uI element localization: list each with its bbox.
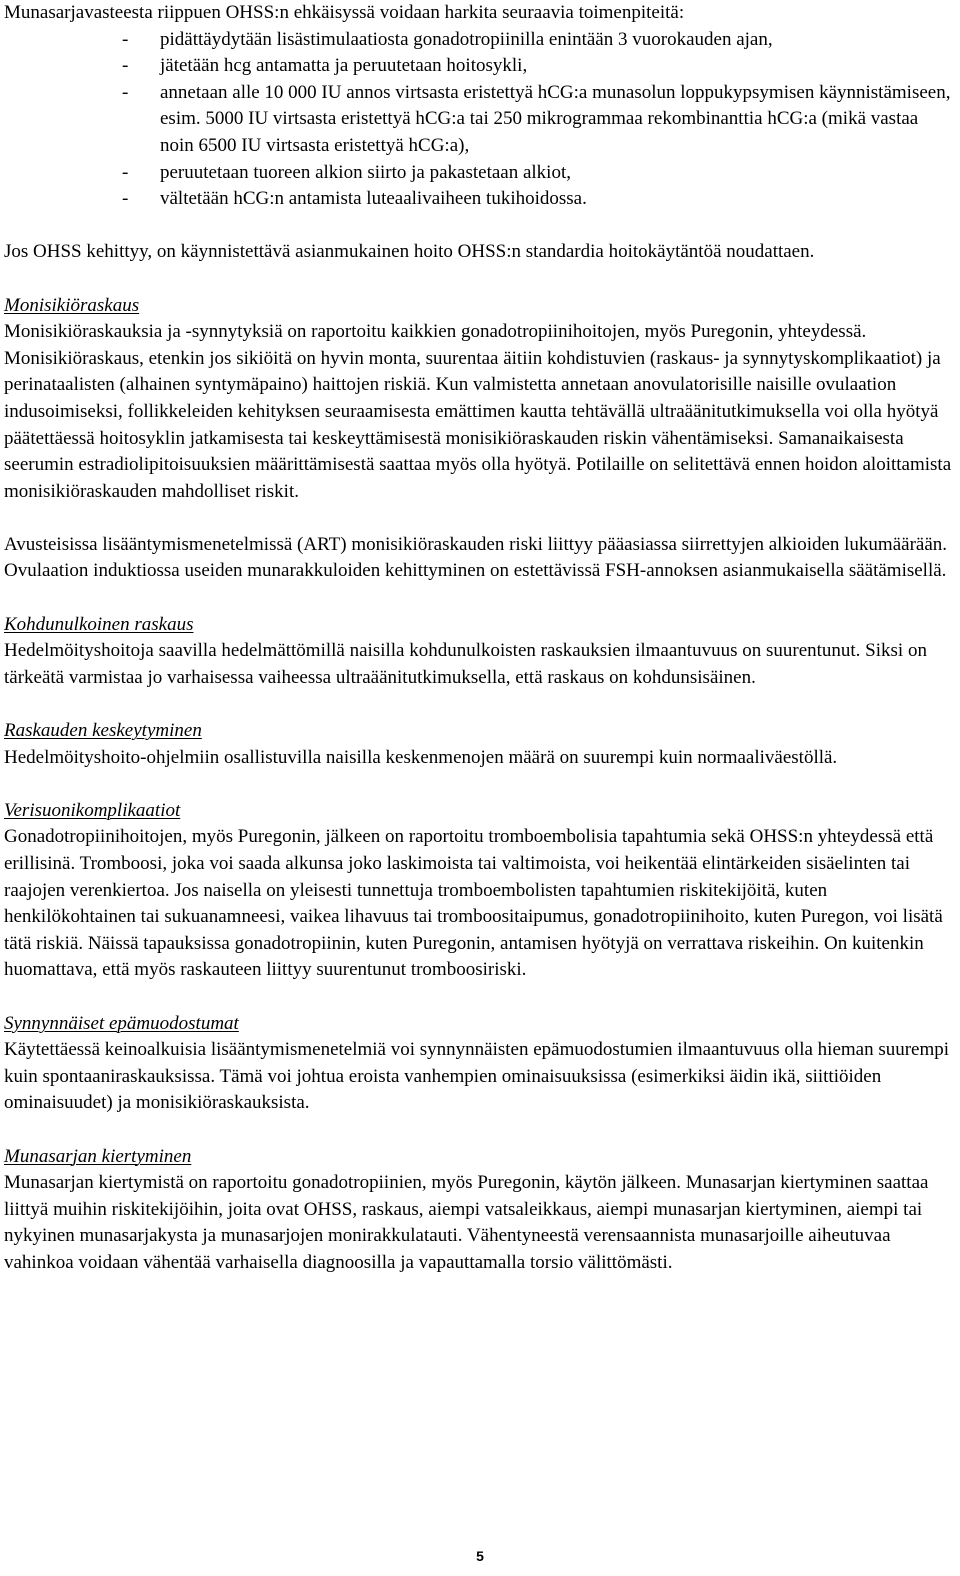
ohss-paragraph: Jos OHSS kehittyy, on käynnistettävä asianmukainen hoito OHSS:n standardia hoitokäytäntöä noudattaen. bbox=[4, 241, 815, 263]
bullet-marker: - bbox=[122, 28, 129, 50]
section-heading: Kohdunulkoinen raskaus bbox=[4, 613, 194, 635]
section-paragraph: Gonadotropiinihoitojen, myös Puregonin, jälkeen on raportoitu tromboembolisia tapahtumia sekä OHSS:n yhteydessä että erillisinä. Tromboosi, joka voi saada alkunsa joko laskimoista tai valtimoista, voi heikentää elintärkeiden sisäelinten tai raajojen verenkiertoa. Jos naisella on yleisesti tunnettuja tromboembolisten tapahtumien riskitekijöitä, kuten henkilökohtainen tai sukuanamneesi, vaikea lihavuus tai tromboositaipumus, gonadotropiinihoito, kuten Puregon, voi lisätä tätä riskiä. Näissä tapauksissa gonadotropiinin, kuten Puregonin, antamisen hyötyjä on verrattava riskeihin. On kuitenkin huomattava, että myös raskauteen liittyy suurentunut tromboosiriski. bbox=[4, 826, 943, 981]
bullet-marker: - bbox=[122, 161, 129, 183]
list-item-text: pidättäydytään lisästimulaatiosta gonadotropiinilla enintään 3 vuorokauden ajan, bbox=[160, 28, 773, 50]
list-item bbox=[4, 27, 954, 54]
section-heading: Verisuonikomplikaatiot bbox=[4, 799, 181, 821]
section-heading: Synnynnäiset epämuodostumat bbox=[4, 1012, 239, 1034]
list-item-text: vältetään hCG:n antamista luteaalivaiheen tukihoidossa. bbox=[160, 188, 587, 210]
section-paragraph: Avusteisissa lisääntymismenetelmissä (ART) monisikiöraskauden riski liittyy pääasiassa siirrettyjen alkioiden lukumäärään. Ovulaation induktiossa useiden munarakkuloiden kehittyminen on estettävissä FSH-annoksen asianmukaisella säätämisellä. bbox=[4, 533, 948, 582]
section-paragraph: Hedelmöityshoitoja saavilla hedelmättömillä naisilla kohdunulkoisten raskauksien ilmaantuvuus on suurentunut. Siksi on tärkeätä varmistaa jo varhaisessa vaiheessa ultraäänitutkimuksella, että raskaus on kohdunsisäinen. bbox=[4, 640, 927, 688]
section-miscarriage bbox=[4, 718, 954, 771]
section-paragraph: Munasarjan kiertymistä on raportoitu gonadotropiinien, myös Puregonin, käytön jälkeen. Munasarjan kiertyminen saattaa liittyä muihin riskitekijöihin, joita ovat OHSS, raskaus, aiempi vatsaleikkaus, aiempi munasarjan kiertyminen, aiempi tai nykyinen munasarjakysta ja munasarjojen monirakkulatauti. Vähentyneestä verensaannista munasarjoille aiheutuvaa vahinkoa voidaan vähentää varhaisella diagnoosilla ja vapauttamalla torsio välittömästi. bbox=[4, 1172, 929, 1273]
list-item bbox=[4, 53, 954, 80]
section-paragraph: Käytettäessä keinoalkuisia lisääntymismenetelmiä voi synnynnäisten epämuodostumien ilmaantuvuus olla hieman suurempi kuin spontaaniraskauksissa. Tämä voi johtua eroista vanhempien ominaisuuksissa (esimerkiksi äidin ikä, siittiöiden ominaisuudet) ja monisikiöraskauksista. bbox=[4, 1039, 950, 1114]
section-heading: Monisikiöraskaus bbox=[4, 294, 140, 316]
list-item-text: jätetään hcg antamatta ja peruutetaan hoitosykli, bbox=[160, 55, 528, 77]
bullet-marker: - bbox=[122, 188, 129, 210]
section-heading: Raskauden keskeytyminen bbox=[4, 720, 202, 742]
intro-paragraph: Munasarjavasteesta riippuen OHSS:n ehkäisyssä voidaan harkita seuraavia toimenpiteitä: bbox=[4, 2, 685, 23]
page-number: 5 bbox=[476, 1548, 484, 1564]
section-vascular-complications bbox=[4, 798, 954, 984]
section-ovarian-torsion bbox=[4, 1144, 954, 1277]
list-item bbox=[4, 80, 954, 160]
section-heading: Munasarjan kiertyminen bbox=[4, 1145, 192, 1167]
prevention-measures-list bbox=[4, 27, 954, 213]
bullet-marker: - bbox=[122, 55, 129, 77]
list-item-text: annetaan alle 10 000 IU annos virtsasta eristettyä hCG:a munasolun loppukypsymisen käynnistämiseen, esim. 5000 IU virtsasta eristettyä hCG:a tai 250 mikrogrammaa rekombinanttia hCG:a (mikä vastaa noin 6500 IU virtsasta eristettyä hCG:a), bbox=[160, 81, 951, 156]
list-item bbox=[4, 186, 954, 213]
list-item bbox=[4, 160, 954, 187]
section-ectopic-pregnancy bbox=[4, 612, 954, 692]
section-paragraph: Monisikiöraskauksia ja -synnytyksiä on raportoitu kaikkien gonadotropiinihoitojen, myös Puregonin, yhteydessä. Monisikiöraskaus, etenkin jos sikiöitä on hyvin monta, suurentaa äitiin kohdistuvien (raskaus- ja synnytyskomplikaatiot) ja perinataalisten (alhainen syntymäpaino) haittojen riskiä. Kun valmistetta annetaan anovulatorisille naisille ovulaation indusoimiseksi, follikkeleiden kehityksen seuraamisesta emättimen kautta tehtävällä ultraäänitutkimuksella voi olla hyötyä päätettäessä hoitosyklin jatkamisesta tai keskeyttämisestä monisikiöraskauden riskin vähentämiseksi. Samanaikaisesta seerumin estradiolipitoisuuksien määrittämisestä saattaa myös olla hyötyä. Potilaille on selitettävä ennen hoidon aloittamista monisikiöraskauden mahdolliset riskit. bbox=[4, 321, 952, 502]
bullet-marker: - bbox=[122, 81, 129, 103]
section-multiple-pregnancy bbox=[4, 293, 954, 586]
list-item-text: peruutetaan tuoreen alkion siirto ja pakastetaan alkiot, bbox=[160, 161, 571, 183]
document-page bbox=[4, 0, 954, 1277]
section-congenital-malformations bbox=[4, 1011, 954, 1117]
section-paragraph: Hedelmöityshoito-ohjelmiin osallistuvilla naisilla keskenmenojen määrä on suurempi kuin normaaliväestöllä. bbox=[4, 746, 838, 768]
